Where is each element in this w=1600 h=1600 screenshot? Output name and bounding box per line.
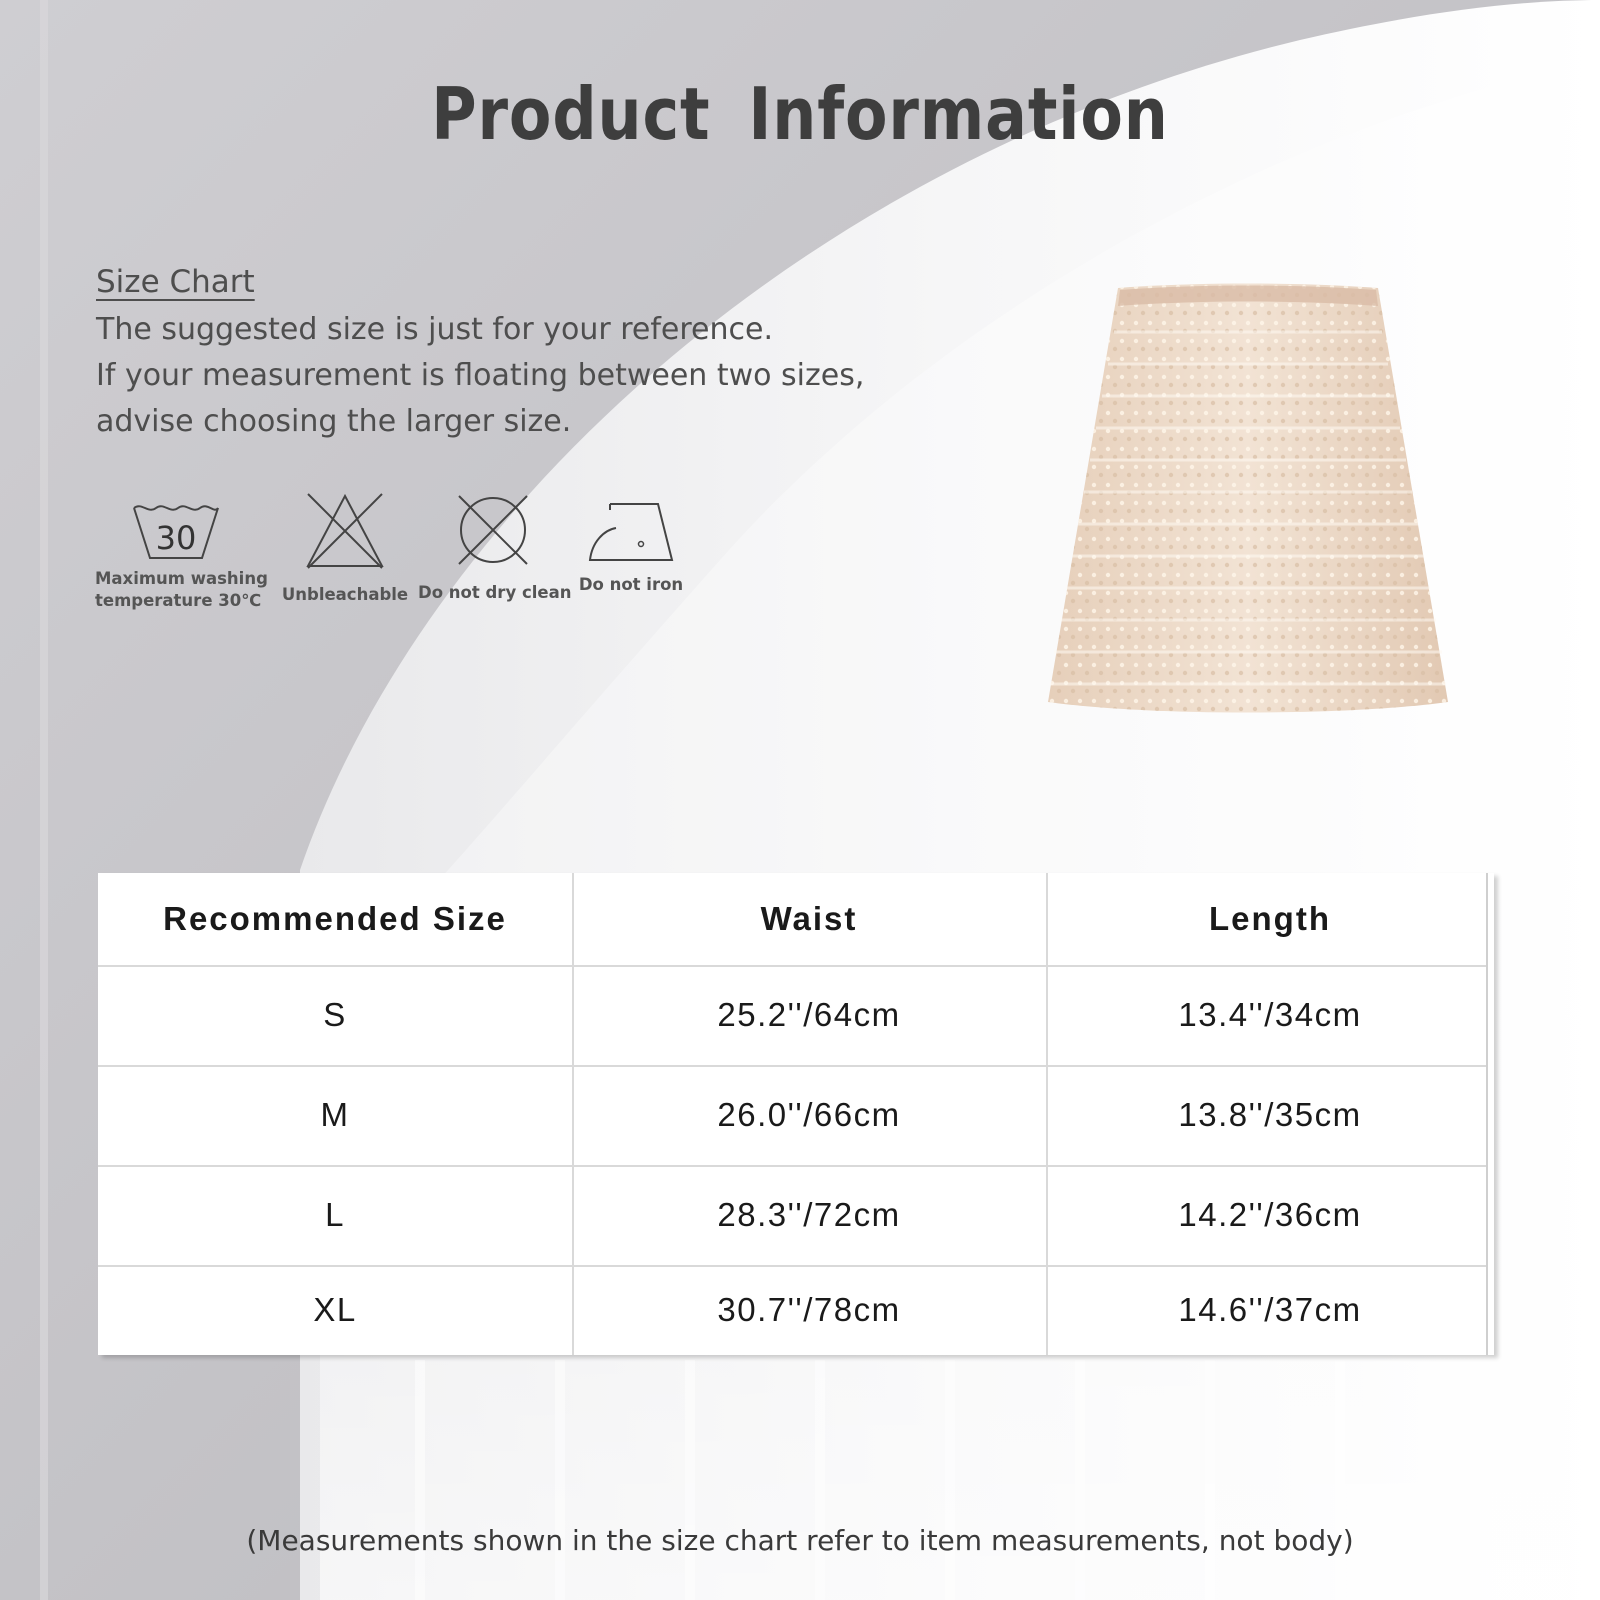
care-label-dry-clean: Do not dry clean [418,583,572,602]
care-label-wash-line-1: Maximum washing [95,569,268,588]
wash-30-icon [130,500,222,562]
no-bleach-icon [304,490,386,572]
size-cell: XL [313,1291,357,1328]
length-cell: 13.4''/34cm [1178,996,1362,1033]
size-cell: S [323,996,347,1033]
measurement-footnote: (Measurements shown in the size chart refer to item measurements, not body) [246,1524,1354,1557]
size-note-line-3: advise choosing the larger size. [96,404,572,439]
svg-text:30: 30 [155,519,197,557]
care-iron [576,500,686,596]
waist-cell: 30.7''/78cm [717,1291,901,1328]
length-cell: 13.8''/35cm [1178,1096,1362,1133]
size-cell: L [325,1196,345,1233]
row-divider [98,1065,1486,1067]
row-divider [98,965,1486,967]
length-cell: 14.2''/36cm [1178,1196,1362,1233]
column-divider [1046,873,1048,1355]
row-divider [98,1265,1486,1267]
row-divider [98,1165,1486,1167]
care-wash-30 [95,500,268,612]
size-note-line-2: If your measurement is floating between two sizes, [96,358,865,393]
waist-cell: 25.2''/64cm [717,996,901,1033]
size-cell: M [320,1096,350,1133]
waist-cell: 28.3''/72cm [717,1196,901,1233]
column-divider [1486,873,1488,1355]
no-dry-clean-icon [455,492,531,568]
care-no-dry-clean [418,492,572,604]
header-recommended-size: Recommended Size [163,900,507,937]
care-no-bleach [280,490,410,606]
table-header-row [98,873,1494,965]
care-label-iron: Do not iron [578,575,684,594]
care-label-bleach: Unbleachable [281,585,409,604]
waist-cell: 26.0''/66cm [717,1096,901,1133]
page-title: Product Information [431,72,1169,156]
header-waist: Waist [760,900,858,937]
iron-icon [586,500,676,564]
table-row [98,1265,1494,1355]
size-chart-heading: Size Chart [96,264,255,300]
size-table [98,873,1494,1355]
length-cell: 14.6''/37cm [1178,1291,1362,1328]
care-label-wash-line-2: temperature 30℃ [95,591,262,610]
table-row [98,1065,1494,1165]
column-divider [572,873,574,1355]
table-row [98,965,1494,1065]
skirt-image [1048,282,1448,722]
table-row [98,1165,1494,1265]
header-length: Length [1209,900,1331,937]
size-note-line-1: The suggested size is just for your reference. [96,312,773,347]
